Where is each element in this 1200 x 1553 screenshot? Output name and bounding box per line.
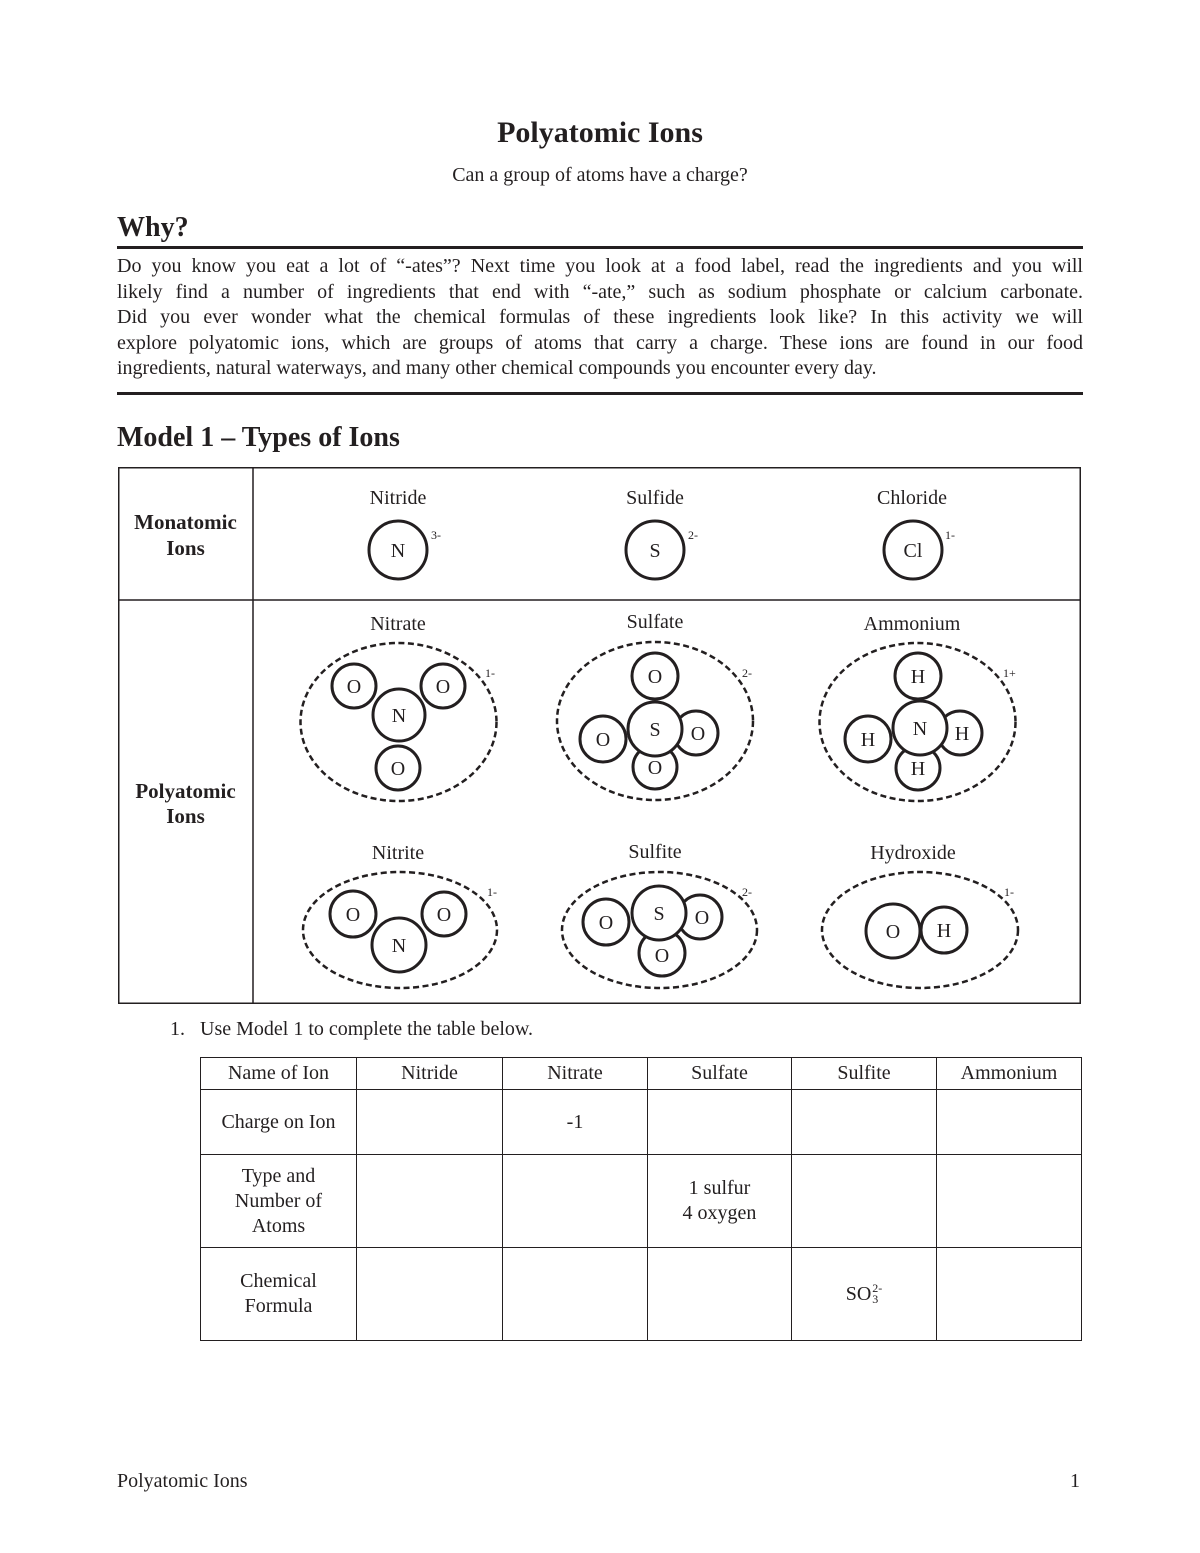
row-label-line: Atoms — [251, 1214, 306, 1237]
atom-symbol: O — [694, 907, 710, 929]
ion-name: Ammonium — [863, 613, 961, 635]
why-line: likely find a number of ingredients that end with “-ate,” such as sodium phosphate or calcium carbonate. — [117, 280, 1083, 303]
formula-superscript: 2- — [872, 1281, 883, 1295]
why-top-rule — [117, 246, 1083, 249]
table-cell — [937, 1090, 1082, 1155]
table-header-row — [201, 1058, 1082, 1090]
polyatomic-label: Polyatomic — [135, 779, 236, 803]
table-cell — [503, 1090, 648, 1155]
formula-base: SO — [845, 1282, 872, 1305]
monatomic-label: Monatomic — [134, 510, 237, 534]
ion-charge: 1- — [1004, 885, 1014, 899]
atom-symbol: S — [649, 540, 661, 562]
atom-symbol: O — [346, 676, 362, 698]
atom-symbol: O — [885, 921, 901, 943]
ion-nitrate — [301, 613, 497, 801]
atom-symbol: H — [910, 758, 926, 780]
atom-symbol: S — [653, 903, 665, 925]
ion-name: Nitrate — [370, 613, 426, 635]
ion-charge: 2- — [742, 885, 752, 899]
ion-charge: 1+ — [1003, 666, 1016, 680]
table-cell — [937, 1248, 1082, 1341]
atom-symbol: O — [390, 758, 406, 780]
ion-name: Hydroxide — [870, 842, 956, 864]
header-cell: Name of Ion — [201, 1058, 357, 1090]
atom-symbol: Cl — [903, 540, 923, 562]
formula-subscript: 3 — [872, 1292, 879, 1306]
row-label-line: Type and — [241, 1164, 316, 1187]
table-cell — [357, 1090, 503, 1155]
page-title: Polyatomic Ions — [497, 116, 703, 149]
ion-name: Nitride — [369, 487, 427, 509]
atom-symbol: N — [912, 718, 928, 740]
header-cell: Nitride — [357, 1058, 503, 1090]
why-line: ingredients, natural waterways, and many other chemical compounds you encounter every day. — [117, 357, 877, 379]
page-number: 1 — [1070, 1470, 1080, 1492]
ion-name: Sulfate — [626, 611, 684, 633]
chemical-formula — [846, 1282, 883, 1307]
why-line: Do you know you eat a lot of “-ates”? Next time you look at a food label, read the ingredients and you will — [117, 255, 1083, 277]
atom-symbol: S — [649, 719, 661, 741]
ion-ammonium — [820, 613, 1017, 801]
table-cell — [503, 1248, 648, 1341]
ion-sulfate — [557, 611, 753, 800]
footer-title: Polyatomic Ions — [117, 1470, 248, 1492]
ion-name: Nitrite — [371, 842, 425, 864]
row-label — [201, 1090, 357, 1155]
atom-symbol: N — [391, 935, 407, 957]
row-label — [201, 1248, 357, 1341]
table-row-charge — [201, 1090, 1082, 1155]
table-cell — [648, 1248, 792, 1341]
row-label-line: Charge on Ion — [221, 1110, 336, 1133]
row-label-line: Chemical — [240, 1270, 317, 1292]
ion-name: Sulfide — [626, 487, 684, 509]
atom-symbol: O — [595, 729, 611, 751]
atom-symbol: H — [936, 920, 952, 942]
cell-value-line: 4 oxygen — [682, 1202, 757, 1224]
ion-nitrite — [303, 842, 497, 988]
why-heading: Why? — [117, 212, 189, 243]
ion-name: Sulfite — [628, 841, 682, 863]
atom-symbol: O — [647, 757, 663, 779]
atom-symbol: H — [860, 729, 876, 751]
why-line: explore polyatomic ions, which are groups of atoms that carry a charge. These ions are found in our food — [117, 331, 1083, 354]
ion-charge: 2- — [742, 666, 752, 680]
header-cell: Sulfite — [792, 1058, 937, 1090]
table-row-formula — [201, 1248, 1082, 1341]
table-cell — [357, 1155, 503, 1248]
table-cell — [792, 1155, 937, 1248]
formula-scripts — [872, 1283, 882, 1305]
page-subtitle: Can a group of atoms have a charge? — [452, 164, 748, 186]
atom-symbol: O — [654, 945, 670, 967]
ion-sulfide — [626, 487, 698, 579]
why-line: Did you ever wonder what the chemical formulas of these ingredients look like? In this activity we will — [117, 306, 1083, 328]
why-bottom-rule — [117, 392, 1083, 395]
table-row-atoms — [201, 1155, 1082, 1248]
ion-charge: 2- — [688, 528, 698, 542]
ion-nitride — [369, 487, 441, 579]
row-label-line: Number of — [234, 1189, 323, 1212]
table-cell — [503, 1155, 648, 1248]
atom-symbol: N — [390, 540, 406, 562]
atom-symbol: O — [345, 904, 361, 926]
ion-charge: 3- — [431, 528, 441, 542]
model-1-diagram — [118, 467, 1081, 1004]
question-number: 1. — [170, 1018, 185, 1040]
table-cell — [792, 1248, 937, 1341]
atom-symbol: O — [436, 904, 452, 926]
atom-symbol: O — [647, 666, 663, 688]
ion-name: Chloride — [877, 487, 947, 509]
atom-symbol: O — [598, 912, 614, 934]
row-label-line: Formula — [244, 1295, 313, 1317]
atom-symbol: N — [391, 705, 407, 727]
atom-symbol: H — [954, 723, 970, 745]
question-text: Use Model 1 to complete the table below. — [200, 1018, 534, 1040]
model-heading: Model 1 – Types of Ions — [117, 422, 400, 453]
header-cell: Sulfate — [648, 1058, 792, 1090]
cell-value-line: 1 sulfur — [688, 1177, 751, 1199]
header-cell: Nitrate — [503, 1058, 648, 1090]
table-cell — [357, 1248, 503, 1341]
atom-symbol: O — [690, 723, 706, 745]
header-cell: Ammonium — [937, 1058, 1082, 1090]
ion-sulfite — [562, 841, 757, 988]
table-cell — [937, 1155, 1082, 1248]
cell-value: -1 — [566, 1110, 584, 1133]
atom-symbol: O — [435, 676, 451, 698]
polyatomic-label: Ions — [166, 804, 205, 828]
why-paragraph — [117, 254, 1083, 382]
atom-symbol: H — [910, 666, 926, 688]
ion-charge: 1- — [945, 528, 955, 542]
table-cell — [792, 1090, 937, 1155]
ion-chloride — [877, 487, 955, 579]
table-cell — [648, 1155, 792, 1248]
ion-hydroxide — [822, 842, 1018, 988]
table-cell — [648, 1090, 792, 1155]
answer-table — [200, 1057, 1082, 1341]
monatomic-label: Ions — [166, 536, 205, 560]
ion-charge: 1- — [487, 885, 497, 899]
row-label — [201, 1155, 357, 1248]
ion-charge: 1- — [485, 666, 495, 680]
